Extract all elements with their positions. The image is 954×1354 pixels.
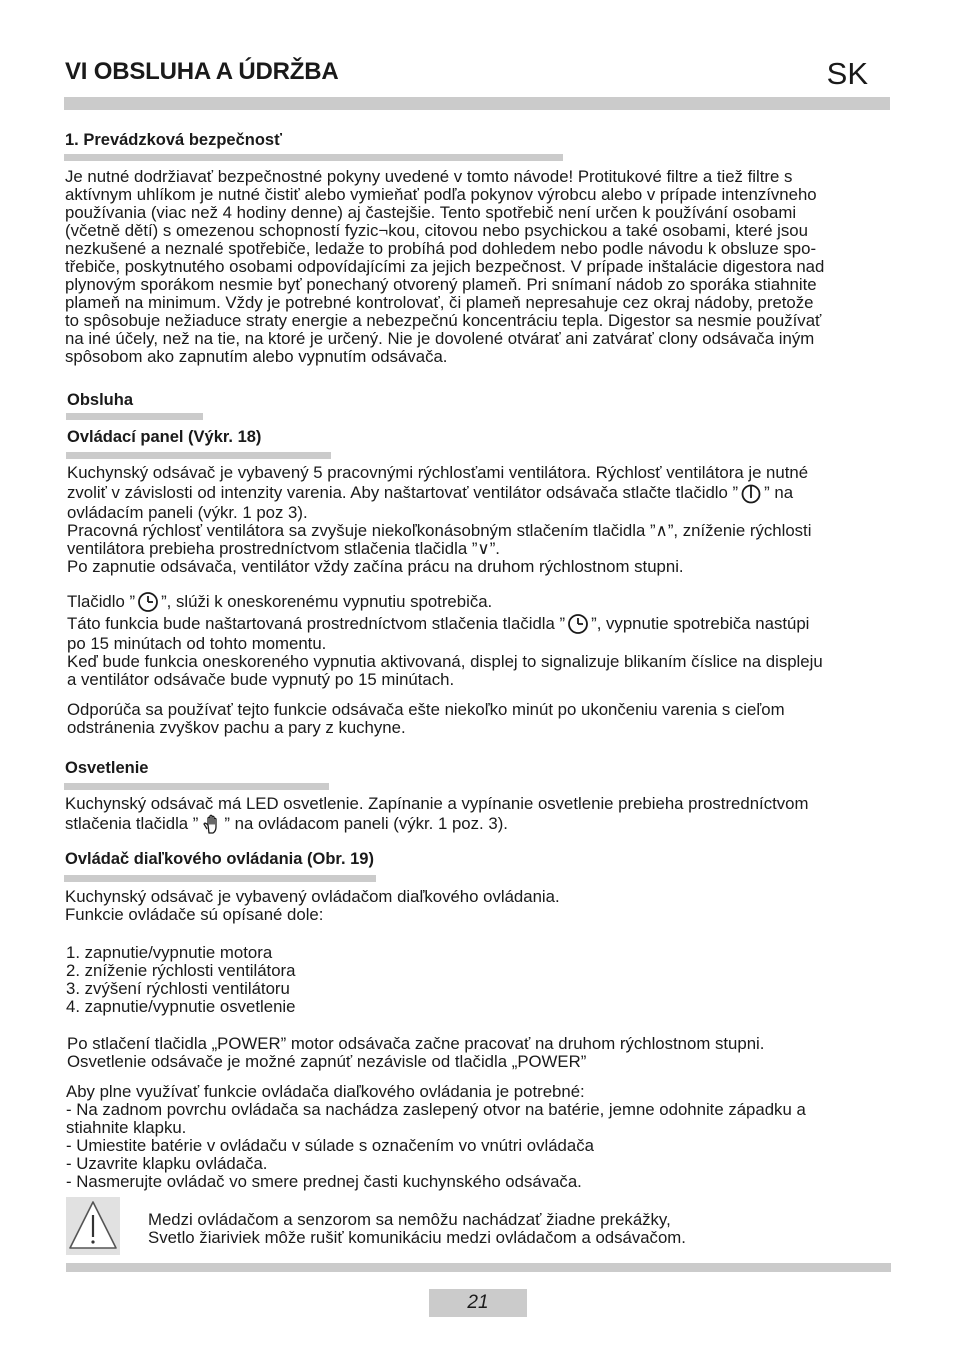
text-line: Kuchynský odsávač je vybavený 5 pracovnými rýchlosťami ventilátora. Rýchlosť ventilátora je nutné: [67, 463, 809, 482]
text-line: plynovým sporákom nesmie byť ponechaný otvorený plameň. Pri snímaní nádob zo sporáka stiahnite: [65, 275, 817, 294]
text-line: [67, 591, 897, 613]
text-fragment: ” na ovládacom paneli (výkr. 1 poz. 3).: [224, 814, 508, 833]
control-panel-paragraph-2: [67, 591, 897, 689]
control-panel-paragraph-3: [67, 701, 897, 737]
text-line: Kuchynský odsávač má LED osvetlenie. Zapínanie a vypínanie osvetlenie prebieha prostredníctvom: [65, 794, 809, 813]
text-line: ventilátora prebieha prostredníctvom stlačenia tlačidla ”∨”.: [67, 539, 500, 558]
remote-power-paragraph: [67, 1035, 897, 1071]
text-line: to spôsobuje nežiaduce straty energie a nebezpečnú koncentráciu tepla. Digestor sa nesmie používať: [65, 311, 822, 330]
text-line: Aby plne využívať funkcie ovládača diaľkového ovládania je potrebné:: [66, 1082, 585, 1101]
timer-icon: [137, 591, 159, 613]
text-line: Osvetlenie odsávače je možné zapnúť nezávisle od tlačidla „POWER”: [67, 1052, 587, 1071]
remote-intro: [65, 888, 895, 924]
text-line: (včetně dětí) s omezenou schopností fyzic¬kou, citovou nebo psychickou a také osobami, které jsou: [65, 221, 808, 240]
text-fragment: ” na: [764, 483, 794, 502]
text-line: spôsobom ako zapnutím alebo vypnutím odsávača.: [65, 347, 448, 366]
text-line: Pracovná rýchlosť ventilátora sa zvyšuje niekoľkonásobným stlačením tlačidla ”∧”, zníženie rýchlosti: [67, 521, 812, 540]
text-line: [67, 613, 897, 635]
text-line: Medzi ovládačom a senzorom sa nemôžu nachádzať žiadne prekážky,: [148, 1210, 671, 1229]
light-hand-icon: [200, 813, 222, 835]
text-line: po 15 minútach od tohto momentu.: [67, 634, 327, 653]
text-line: Po zapnutie odsávača, ventilátor vždy začína prácu na druhom rýchlostnom stupni.: [67, 557, 684, 576]
text-line: [65, 813, 895, 835]
text-fragment: zvoliť v závislosti od intenzity varenia. Aby naštartovať ventilátor odsávača stlačte tlačidlo ”: [67, 483, 739, 502]
section-title-remote: Ovládač diaľkového ovládania (Obr. 19): [65, 850, 374, 868]
text-fragment: Táto funkcia bude naštartovaná prostredníctvom stlačenia tlačidla ”: [67, 614, 566, 633]
remote-functions-list: [66, 944, 896, 1016]
list-item: 3. zvýšení rýchlosti ventilátoru: [66, 979, 290, 998]
text-line: Svetlo žiariviek môže rušiť komunikáciu medzi ovládačom a odsávačom.: [148, 1228, 686, 1247]
text-line: a ventilátor odsávače bude vypnutý po 15 minútach.: [67, 670, 455, 689]
text-line: Po stlačení tlačidla „POWER” motor odsávača začne pracovať na druhom rýchlostnom stupni.: [67, 1034, 765, 1053]
warning-box: [66, 1197, 120, 1255]
power-icon: [740, 482, 762, 504]
section-title-safety: 1. Prevádzková bezpečnosť: [65, 131, 282, 149]
text-line: - Uzavrite klapku ovládača.: [66, 1154, 268, 1173]
warning-icon: [66, 1197, 120, 1255]
list-item: 4. zapnutie/vypnutie osvetlenie: [66, 997, 296, 1016]
text-line: - Na zadnom povrchu ovládača sa nachádza zaslepený otvor na batérie, jemne odohnite západku a: [66, 1100, 806, 1119]
text-line: nezkušené a neznalé spotřebiče, ledaže to probíhá pod dohledem nebo podle návodu k obsluze spo-: [65, 239, 817, 258]
text-line: Funkcie ovládače sú opísané dole:: [65, 905, 324, 924]
text-line: používania (viac než 4 hodiny denne) aj častejšie. Tento spotřebič není určen k používání osobami: [65, 203, 797, 222]
text-fragment: ”, slúži k oneskorenému vypnutiu spotrebiča.: [161, 592, 493, 611]
section-underline: [66, 413, 203, 420]
text-fragment: stlačenia tlačidla ”: [65, 814, 199, 833]
text-line: [67, 482, 897, 504]
page-title: VI OBSLUHA A ÚDRŽBA: [65, 58, 339, 85]
header-divider: [64, 97, 890, 110]
text-line: na iné účely, než na tie, na ktoré je určený. Nie je dovolené otvárať ani zatvárať clony odsávača iným: [65, 329, 815, 348]
text-line: aktívnym uhlíkom je nutné čistiť alebo vymieňať podľa pokynov výrobcu alebo v prípade intenzívneho: [65, 185, 817, 204]
lighting-paragraph: [65, 795, 895, 835]
warning-text: [148, 1211, 868, 1247]
text-line: - Umiestite batérie v ovládaču v súlade s označením vo vnútri ovládača: [66, 1136, 594, 1155]
page-number: 21: [429, 1289, 527, 1317]
text-fragment: ”, vypnutie spotrebiča nastúpi: [591, 614, 810, 633]
section-underline: [64, 783, 329, 790]
text-line: plameň na minimum. Vždy je potrebné kontrolovať, či plameň nepresahuje cez okraj nádoby, pretože: [65, 293, 814, 312]
remote-battery-paragraph: [66, 1083, 896, 1191]
text-line: Keď bude funkcia oneskoreného vypnutia aktivovaná, displej to signalizuje blikaním číslice na displeju: [67, 652, 823, 671]
list-item: 1. zapnutie/vypnutie motora: [66, 943, 273, 962]
section-title-control-panel: Ovládací panel (Výkr. 18): [67, 428, 262, 446]
section-title-operation: Obsluha: [67, 391, 134, 409]
list-item: 2. zníženie rýchlosti ventilátora: [66, 961, 296, 980]
text-line: odstránenia zvyškov pachu a pary z kuchyne.: [67, 718, 406, 737]
text-line: ovládacím paneli (výkr. 1 poz 3).: [67, 503, 308, 522]
section-title-lighting: Osvetlenie: [65, 759, 149, 777]
safety-paragraph: [65, 168, 895, 366]
footer-divider: [66, 1263, 891, 1272]
text-line: třebiče, poskytnutého osobami odpovídajícími za jejich bezpečnost. V prípade inštalácie digestora nad: [65, 257, 825, 276]
timer-icon: [567, 613, 589, 635]
text-line: Odporúča sa používať tejto funkcie odsávača ešte niekoľko minút po ukončeniu varenia s cieľom: [67, 700, 785, 719]
section-underline: [64, 875, 376, 882]
section-underline: [64, 154, 563, 161]
section-underline: [66, 452, 331, 459]
text-line: - Nasmerujte ovládač vo smere prednej časti kuchynského odsávača.: [66, 1172, 582, 1191]
text-fragment: Tlačidlo ”: [67, 592, 136, 611]
text-line: Kuchynský odsávač je vybavený ovládačom diaľkového ovládania.: [65, 887, 560, 906]
language-code: SK: [826, 56, 868, 91]
control-panel-paragraph-1: [67, 464, 897, 576]
text-line: Je nutné dodržiavať bezpečnostné pokyny uvedené v tomto návode! Protitukové filtre a tiež filtre s: [65, 167, 793, 186]
text-line: stiahnite klapku.: [66, 1118, 187, 1137]
